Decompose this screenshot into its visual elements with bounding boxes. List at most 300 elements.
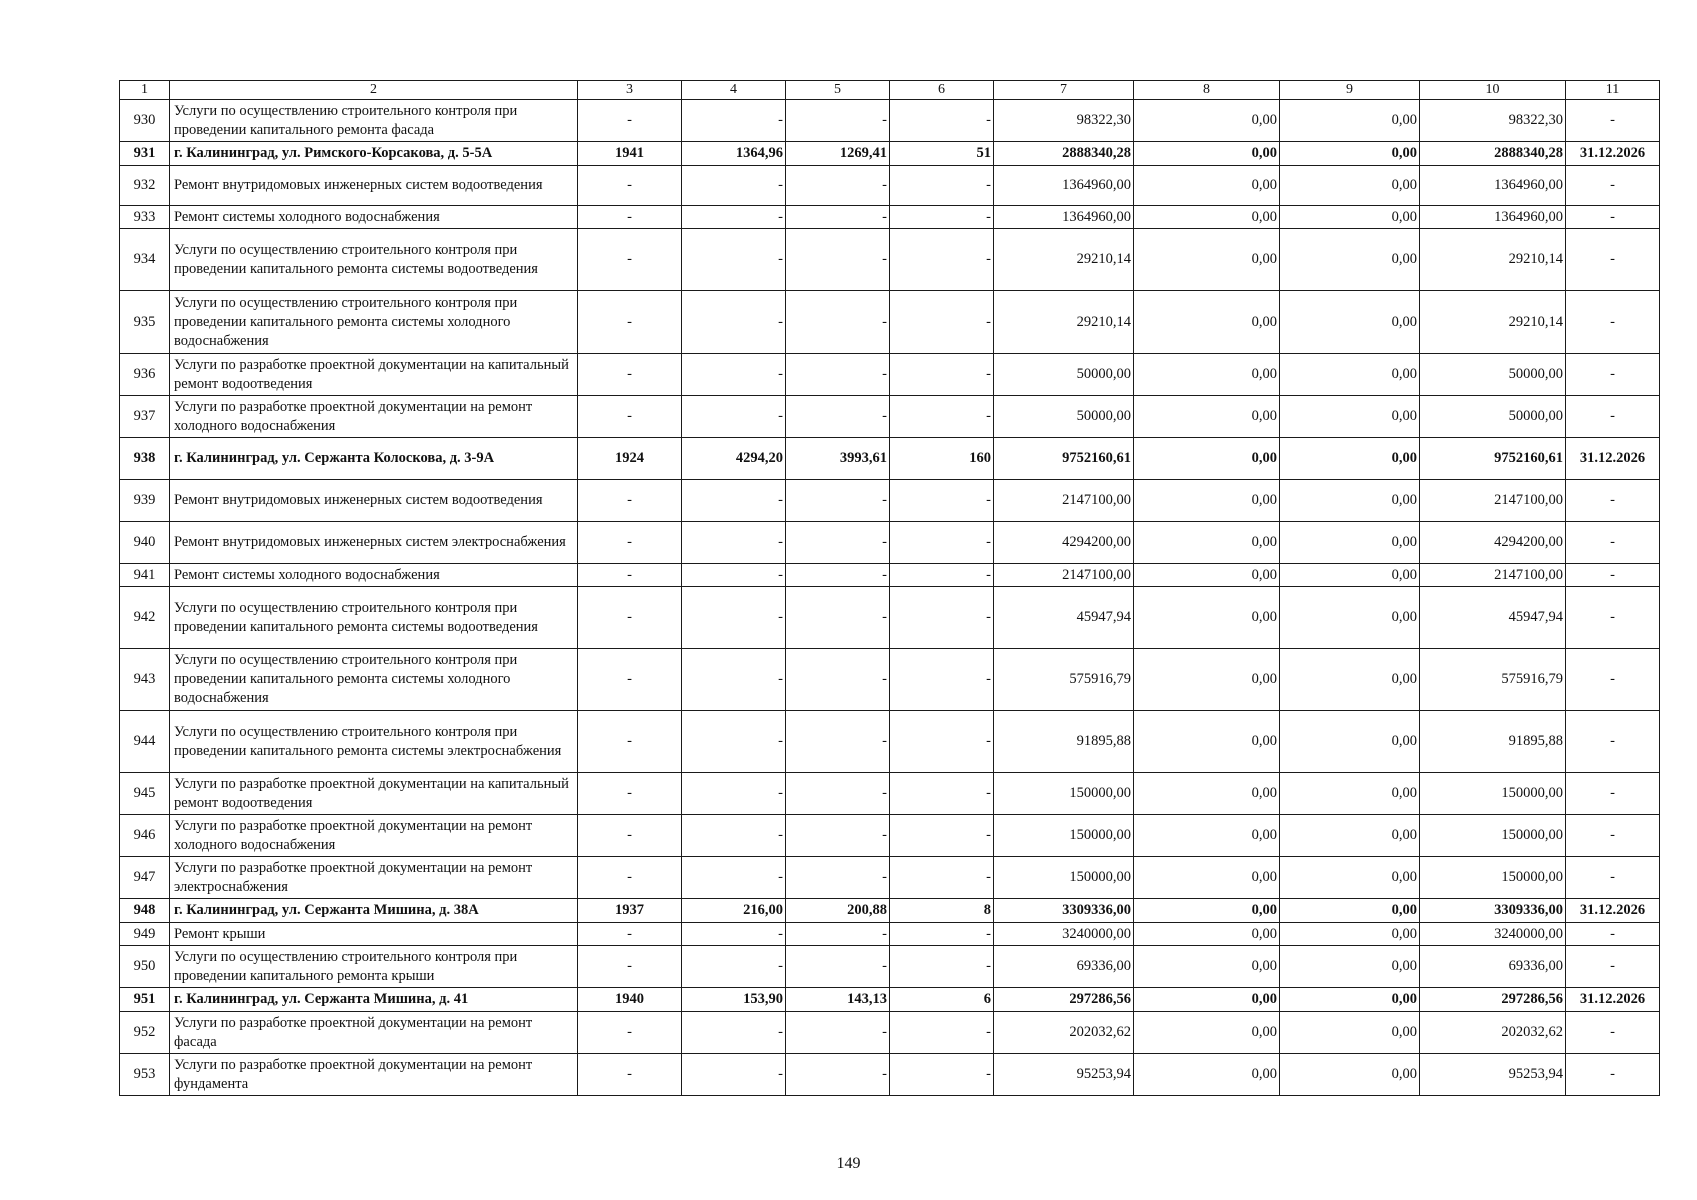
work-row — [120, 815, 1660, 857]
deadline-cell: 31.12.2026 — [1566, 899, 1660, 923]
work-description-cell: Услуги по разработке проектной документации на ремонт холодного водоснабжения — [170, 396, 578, 438]
fund-cost-10-cell: 575916,79 — [1420, 649, 1566, 711]
year-built-cell: - — [578, 711, 682, 773]
residents-count-cell: 160 — [890, 438, 994, 480]
work-row — [120, 1012, 1660, 1054]
fund-cost-10-cell: 150000,00 — [1420, 815, 1566, 857]
total-area-cell: - — [682, 773, 786, 815]
total-area-cell: - — [682, 946, 786, 988]
total-cost-cell: 3309336,00 — [994, 899, 1134, 923]
fund-cost-9-cell: 0,00 — [1280, 857, 1420, 899]
fund-cost-9-cell: 0,00 — [1280, 564, 1420, 587]
year-built-cell: - — [578, 649, 682, 711]
residential-area-cell: - — [786, 480, 890, 522]
row-number-cell: 938 — [120, 438, 170, 480]
work-row — [120, 229, 1660, 291]
fund-cost-9-cell: 0,00 — [1280, 438, 1420, 480]
fund-cost-10-cell: 3309336,00 — [1420, 899, 1566, 923]
row-number-cell: 948 — [120, 899, 170, 923]
fund-cost-8-cell: 0,00 — [1134, 946, 1280, 988]
year-built-cell: 1940 — [578, 988, 682, 1012]
work-row — [120, 587, 1660, 649]
residents-count-cell: - — [890, 354, 994, 396]
year-built-cell: - — [578, 857, 682, 899]
fund-cost-10-cell: 2888340,28 — [1420, 142, 1566, 166]
deadline-cell: - — [1566, 100, 1660, 142]
fund-cost-8-cell: 0,00 — [1134, 711, 1280, 773]
residents-count-cell: 51 — [890, 142, 994, 166]
total-cost-cell: 297286,56 — [994, 988, 1134, 1012]
year-built-cell: - — [578, 946, 682, 988]
fund-cost-8-cell: 0,00 — [1134, 564, 1280, 587]
total-area-cell: - — [682, 100, 786, 142]
fund-cost-9-cell: 0,00 — [1280, 649, 1420, 711]
fund-cost-10-cell: 297286,56 — [1420, 988, 1566, 1012]
fund-cost-8-cell: 0,00 — [1134, 988, 1280, 1012]
deadline-cell: - — [1566, 857, 1660, 899]
row-number-cell: 952 — [120, 1012, 170, 1054]
fund-cost-8-cell: 0,00 — [1134, 291, 1280, 354]
fund-cost-10-cell: 4294200,00 — [1420, 522, 1566, 564]
work-description-cell: Ремонт крыши — [170, 923, 578, 946]
year-built-cell: - — [578, 587, 682, 649]
fund-cost-8-cell: 0,00 — [1134, 923, 1280, 946]
deadline-cell: - — [1566, 946, 1660, 988]
residents-count-cell: - — [890, 166, 994, 206]
fund-cost-9-cell: 0,00 — [1280, 815, 1420, 857]
deadline-cell: - — [1566, 923, 1660, 946]
total-area-cell: 1364,96 — [682, 142, 786, 166]
work-description-cell: г. Калининград, ул. Римского-Корсакова, д. 5-5А — [170, 142, 578, 166]
residential-area-cell: - — [786, 229, 890, 291]
total-cost-cell: 9752160,61 — [994, 438, 1134, 480]
year-built-cell: - — [578, 1012, 682, 1054]
work-description-cell: Услуги по осуществлению строительного контроля при проведении капитального ремонта крыши — [170, 946, 578, 988]
residential-area-cell: 3993,61 — [786, 438, 890, 480]
residents-count-cell: - — [890, 291, 994, 354]
column-header: 4 — [682, 81, 786, 100]
residential-area-cell: - — [786, 291, 890, 354]
capital-repair-table — [119, 80, 1660, 1096]
work-row — [120, 100, 1660, 142]
fund-cost-8-cell: 0,00 — [1134, 773, 1280, 815]
deadline-cell: - — [1566, 166, 1660, 206]
fund-cost-10-cell: 69336,00 — [1420, 946, 1566, 988]
work-description-cell: Услуги по осуществлению строительного контроля при проведении капитального ремонта системы холодного водоснабжения — [170, 649, 578, 711]
residents-count-cell: - — [890, 206, 994, 229]
fund-cost-9-cell: 0,00 — [1280, 206, 1420, 229]
deadline-cell: - — [1566, 587, 1660, 649]
residential-area-cell: - — [786, 354, 890, 396]
fund-cost-10-cell: 150000,00 — [1420, 857, 1566, 899]
deadline-cell: - — [1566, 291, 1660, 354]
fund-cost-8-cell: 0,00 — [1134, 1012, 1280, 1054]
work-row — [120, 564, 1660, 587]
fund-cost-8-cell: 0,00 — [1134, 899, 1280, 923]
row-number-cell: 951 — [120, 988, 170, 1012]
deadline-cell: - — [1566, 564, 1660, 587]
year-built-cell: - — [578, 815, 682, 857]
residential-area-cell: - — [786, 857, 890, 899]
address-row — [120, 988, 1660, 1012]
residential-area-cell: - — [786, 100, 890, 142]
residential-area-cell: - — [786, 522, 890, 564]
fund-cost-9-cell: 0,00 — [1280, 1054, 1420, 1096]
column-header: 7 — [994, 81, 1134, 100]
fund-cost-8-cell: 0,00 — [1134, 480, 1280, 522]
year-built-cell: - — [578, 564, 682, 587]
residential-area-cell: - — [786, 711, 890, 773]
row-number-cell: 940 — [120, 522, 170, 564]
column-number-row — [120, 81, 1660, 100]
deadline-cell: - — [1566, 522, 1660, 564]
residential-area-cell: - — [786, 649, 890, 711]
total-area-cell: - — [682, 711, 786, 773]
work-description-cell: Услуги по осуществлению строительного контроля при проведении капитального ремонта системы электроснабжения — [170, 711, 578, 773]
column-header: 8 — [1134, 81, 1280, 100]
table-body — [120, 100, 1660, 1096]
deadline-cell: - — [1566, 815, 1660, 857]
work-description-cell: Услуги по разработке проектной документации на капитальный ремонт водоотведения — [170, 354, 578, 396]
fund-cost-8-cell: 0,00 — [1134, 649, 1280, 711]
fund-cost-9-cell: 0,00 — [1280, 396, 1420, 438]
fund-cost-9-cell: 0,00 — [1280, 946, 1420, 988]
column-header: 11 — [1566, 81, 1660, 100]
residential-area-cell: - — [786, 206, 890, 229]
fund-cost-8-cell: 0,00 — [1134, 815, 1280, 857]
fund-cost-9-cell: 0,00 — [1280, 166, 1420, 206]
residential-area-cell: - — [786, 166, 890, 206]
residents-count-cell: - — [890, 229, 994, 291]
deadline-cell: - — [1566, 711, 1660, 773]
fund-cost-10-cell: 50000,00 — [1420, 396, 1566, 438]
row-number-cell: 932 — [120, 166, 170, 206]
residents-count-cell: - — [890, 946, 994, 988]
address-row — [120, 438, 1660, 480]
register-sheet — [119, 80, 1659, 1096]
work-description-cell: Услуги по осуществлению строительного контроля при проведении капитального ремонта системы водоотведения — [170, 587, 578, 649]
residents-count-cell: - — [890, 815, 994, 857]
residents-count-cell: - — [890, 649, 994, 711]
fund-cost-8-cell: 0,00 — [1134, 438, 1280, 480]
fund-cost-8-cell: 0,00 — [1134, 522, 1280, 564]
residents-count-cell: - — [890, 923, 994, 946]
fund-cost-10-cell: 98322,30 — [1420, 100, 1566, 142]
fund-cost-8-cell: 0,00 — [1134, 142, 1280, 166]
fund-cost-10-cell: 1364960,00 — [1420, 166, 1566, 206]
fund-cost-8-cell: 0,00 — [1134, 396, 1280, 438]
fund-cost-9-cell: 0,00 — [1280, 1012, 1420, 1054]
column-header: 9 — [1280, 81, 1420, 100]
residents-count-cell: 6 — [890, 988, 994, 1012]
fund-cost-10-cell: 29210,14 — [1420, 291, 1566, 354]
fund-cost-10-cell: 50000,00 — [1420, 354, 1566, 396]
residents-count-cell: 8 — [890, 899, 994, 923]
year-built-cell: - — [578, 1054, 682, 1096]
residential-area-cell: - — [786, 815, 890, 857]
work-description-cell: г. Калининград, ул. Сержанта Мишина, д. 38А — [170, 899, 578, 923]
residential-area-cell: - — [786, 564, 890, 587]
work-description-cell: г. Калининград, ул. Сержанта Мишина, д. 41 — [170, 988, 578, 1012]
year-built-cell: - — [578, 396, 682, 438]
total-area-cell: - — [682, 1054, 786, 1096]
total-area-cell: - — [682, 649, 786, 711]
deadline-cell: - — [1566, 773, 1660, 815]
total-area-cell: 4294,20 — [682, 438, 786, 480]
fund-cost-9-cell: 0,00 — [1280, 522, 1420, 564]
row-number-cell: 934 — [120, 229, 170, 291]
row-number-cell: 939 — [120, 480, 170, 522]
fund-cost-9-cell: 0,00 — [1280, 100, 1420, 142]
residents-count-cell: - — [890, 100, 994, 142]
fund-cost-9-cell: 0,00 — [1280, 587, 1420, 649]
total-cost-cell: 45947,94 — [994, 587, 1134, 649]
residential-area-cell: - — [786, 946, 890, 988]
deadline-cell: - — [1566, 1054, 1660, 1096]
fund-cost-9-cell: 0,00 — [1280, 291, 1420, 354]
address-row — [120, 899, 1660, 923]
residents-count-cell: - — [890, 522, 994, 564]
row-number-cell: 949 — [120, 923, 170, 946]
row-number-cell: 933 — [120, 206, 170, 229]
fund-cost-9-cell: 0,00 — [1280, 923, 1420, 946]
total-area-cell: - — [682, 354, 786, 396]
residential-area-cell: - — [786, 923, 890, 946]
fund-cost-10-cell: 2147100,00 — [1420, 480, 1566, 522]
work-row — [120, 206, 1660, 229]
total-area-cell: - — [682, 206, 786, 229]
total-cost-cell: 91895,88 — [994, 711, 1134, 773]
total-area-cell: - — [682, 166, 786, 206]
fund-cost-10-cell: 95253,94 — [1420, 1054, 1566, 1096]
fund-cost-10-cell: 202032,62 — [1420, 1012, 1566, 1054]
deadline-cell: - — [1566, 229, 1660, 291]
row-number-cell: 941 — [120, 564, 170, 587]
total-cost-cell: 1364960,00 — [994, 206, 1134, 229]
row-number-cell: 935 — [120, 291, 170, 354]
fund-cost-8-cell: 0,00 — [1134, 587, 1280, 649]
work-row — [120, 773, 1660, 815]
fund-cost-9-cell: 0,00 — [1280, 773, 1420, 815]
work-description-cell: г. Калининград, ул. Сержанта Колоскова, д. 3-9А — [170, 438, 578, 480]
residential-area-cell: - — [786, 1054, 890, 1096]
deadline-cell: - — [1566, 480, 1660, 522]
work-description-cell: Услуги по разработке проектной документации на ремонт электроснабжения — [170, 857, 578, 899]
work-row — [120, 522, 1660, 564]
fund-cost-10-cell: 3240000,00 — [1420, 923, 1566, 946]
fund-cost-10-cell: 2147100,00 — [1420, 564, 1566, 587]
fund-cost-9-cell: 0,00 — [1280, 229, 1420, 291]
row-number-cell: 945 — [120, 773, 170, 815]
fund-cost-9-cell: 0,00 — [1280, 480, 1420, 522]
total-cost-cell: 2147100,00 — [994, 480, 1134, 522]
fund-cost-10-cell: 1364960,00 — [1420, 206, 1566, 229]
year-built-cell: 1941 — [578, 142, 682, 166]
residents-count-cell: - — [890, 396, 994, 438]
fund-cost-9-cell: 0,00 — [1280, 988, 1420, 1012]
total-cost-cell: 3240000,00 — [994, 923, 1134, 946]
row-number-cell: 946 — [120, 815, 170, 857]
fund-cost-10-cell: 91895,88 — [1420, 711, 1566, 773]
row-number-cell: 943 — [120, 649, 170, 711]
fund-cost-10-cell: 29210,14 — [1420, 229, 1566, 291]
fund-cost-8-cell: 0,00 — [1134, 206, 1280, 229]
total-area-cell: - — [682, 1012, 786, 1054]
total-cost-cell: 150000,00 — [994, 857, 1134, 899]
work-row — [120, 480, 1660, 522]
column-header: 2 — [170, 81, 578, 100]
year-built-cell: - — [578, 773, 682, 815]
row-number-cell: 950 — [120, 946, 170, 988]
work-row — [120, 649, 1660, 711]
year-built-cell: 1937 — [578, 899, 682, 923]
fund-cost-8-cell: 0,00 — [1134, 100, 1280, 142]
fund-cost-10-cell: 9752160,61 — [1420, 438, 1566, 480]
total-cost-cell: 1364960,00 — [994, 166, 1134, 206]
total-area-cell: - — [682, 587, 786, 649]
fund-cost-9-cell: 0,00 — [1280, 899, 1420, 923]
year-built-cell: - — [578, 480, 682, 522]
fund-cost-9-cell: 0,00 — [1280, 711, 1420, 773]
deadline-cell: - — [1566, 206, 1660, 229]
row-number-cell: 947 — [120, 857, 170, 899]
residential-area-cell: 1269,41 — [786, 142, 890, 166]
row-number-cell: 930 — [120, 100, 170, 142]
residential-area-cell: - — [786, 773, 890, 815]
work-description-cell: Услуги по осуществлению строительного контроля при проведении капитального ремонта фасада — [170, 100, 578, 142]
work-description-cell: Ремонт системы холодного водоснабжения — [170, 564, 578, 587]
work-description-cell: Услуги по разработке проектной документации на ремонт фасада — [170, 1012, 578, 1054]
total-cost-cell: 2147100,00 — [994, 564, 1134, 587]
fund-cost-9-cell: 0,00 — [1280, 142, 1420, 166]
year-built-cell: - — [578, 166, 682, 206]
work-row — [120, 354, 1660, 396]
page-number: 149 — [836, 1155, 861, 1172]
year-built-cell: - — [578, 229, 682, 291]
residents-count-cell: - — [890, 711, 994, 773]
year-built-cell: - — [578, 291, 682, 354]
residents-count-cell: - — [890, 587, 994, 649]
total-cost-cell: 29210,14 — [994, 229, 1134, 291]
total-area-cell: 216,00 — [682, 899, 786, 923]
column-header: 10 — [1420, 81, 1566, 100]
deadline-cell: - — [1566, 1012, 1660, 1054]
work-row — [120, 1054, 1660, 1096]
residents-count-cell: - — [890, 1012, 994, 1054]
column-header: 6 — [890, 81, 994, 100]
row-number-cell: 944 — [120, 711, 170, 773]
deadline-cell: - — [1566, 396, 1660, 438]
column-header: 5 — [786, 81, 890, 100]
total-cost-cell: 150000,00 — [994, 773, 1134, 815]
total-cost-cell: 95253,94 — [994, 1054, 1134, 1096]
total-area-cell: - — [682, 396, 786, 438]
total-area-cell: 153,90 — [682, 988, 786, 1012]
residents-count-cell: - — [890, 773, 994, 815]
total-area-cell: - — [682, 923, 786, 946]
work-row — [120, 857, 1660, 899]
residential-area-cell: 200,88 — [786, 899, 890, 923]
total-cost-cell: 50000,00 — [994, 396, 1134, 438]
total-area-cell: - — [682, 564, 786, 587]
fund-cost-8-cell: 0,00 — [1134, 857, 1280, 899]
total-area-cell: - — [682, 815, 786, 857]
total-cost-cell: 50000,00 — [994, 354, 1134, 396]
total-cost-cell: 150000,00 — [994, 815, 1134, 857]
residents-count-cell: - — [890, 480, 994, 522]
work-row — [120, 291, 1660, 354]
row-number-cell: 931 — [120, 142, 170, 166]
work-description-cell: Ремонт внутридомовых инженерных систем электроснабжения — [170, 522, 578, 564]
total-cost-cell: 202032,62 — [994, 1012, 1134, 1054]
work-row — [120, 946, 1660, 988]
fund-cost-8-cell: 0,00 — [1134, 166, 1280, 206]
residential-area-cell: - — [786, 1012, 890, 1054]
deadline-cell: 31.12.2026 — [1566, 438, 1660, 480]
row-number-cell: 936 — [120, 354, 170, 396]
work-description-cell: Услуги по разработке проектной документации на ремонт фундамента — [170, 1054, 578, 1096]
total-area-cell: - — [682, 291, 786, 354]
work-row — [120, 923, 1660, 946]
residential-area-cell: - — [786, 587, 890, 649]
total-area-cell: - — [682, 480, 786, 522]
deadline-cell: 31.12.2026 — [1566, 988, 1660, 1012]
total-cost-cell: 69336,00 — [994, 946, 1134, 988]
row-number-cell: 953 — [120, 1054, 170, 1096]
fund-cost-8-cell: 0,00 — [1134, 229, 1280, 291]
total-area-cell: - — [682, 229, 786, 291]
column-header: 3 — [578, 81, 682, 100]
residents-count-cell: - — [890, 1054, 994, 1096]
row-number-cell: 937 — [120, 396, 170, 438]
work-description-cell: Ремонт системы холодного водоснабжения — [170, 206, 578, 229]
deadline-cell: - — [1566, 649, 1660, 711]
year-built-cell: - — [578, 923, 682, 946]
year-built-cell: - — [578, 522, 682, 564]
column-header: 1 — [120, 81, 170, 100]
total-cost-cell: 2888340,28 — [994, 142, 1134, 166]
total-cost-cell: 98322,30 — [994, 100, 1134, 142]
total-area-cell: - — [682, 522, 786, 564]
deadline-cell: 31.12.2026 — [1566, 142, 1660, 166]
residential-area-cell: - — [786, 396, 890, 438]
work-description-cell: Услуги по осуществлению строительного контроля при проведении капитального ремонта системы водоотведения — [170, 229, 578, 291]
fund-cost-8-cell: 0,00 — [1134, 1054, 1280, 1096]
fund-cost-8-cell: 0,00 — [1134, 354, 1280, 396]
work-row — [120, 711, 1660, 773]
residents-count-cell: - — [890, 564, 994, 587]
residential-area-cell: 143,13 — [786, 988, 890, 1012]
fund-cost-10-cell: 45947,94 — [1420, 587, 1566, 649]
work-row — [120, 166, 1660, 206]
work-row — [120, 396, 1660, 438]
year-built-cell: - — [578, 354, 682, 396]
work-description-cell: Ремонт внутридомовых инженерных систем водоотведения — [170, 480, 578, 522]
total-cost-cell: 29210,14 — [994, 291, 1134, 354]
work-description-cell: Услуги по осуществлению строительного контроля при проведении капитального ремонта системы холодного водоснабжения — [170, 291, 578, 354]
residents-count-cell: - — [890, 857, 994, 899]
work-description-cell: Ремонт внутридомовых инженерных систем водоотведения — [170, 166, 578, 206]
fund-cost-9-cell: 0,00 — [1280, 354, 1420, 396]
year-built-cell: 1924 — [578, 438, 682, 480]
year-built-cell: - — [578, 100, 682, 142]
row-number-cell: 942 — [120, 587, 170, 649]
total-cost-cell: 575916,79 — [994, 649, 1134, 711]
address-row — [120, 142, 1660, 166]
deadline-cell: - — [1566, 354, 1660, 396]
total-area-cell: - — [682, 857, 786, 899]
work-description-cell: Услуги по разработке проектной документации на ремонт холодного водоснабжения — [170, 815, 578, 857]
